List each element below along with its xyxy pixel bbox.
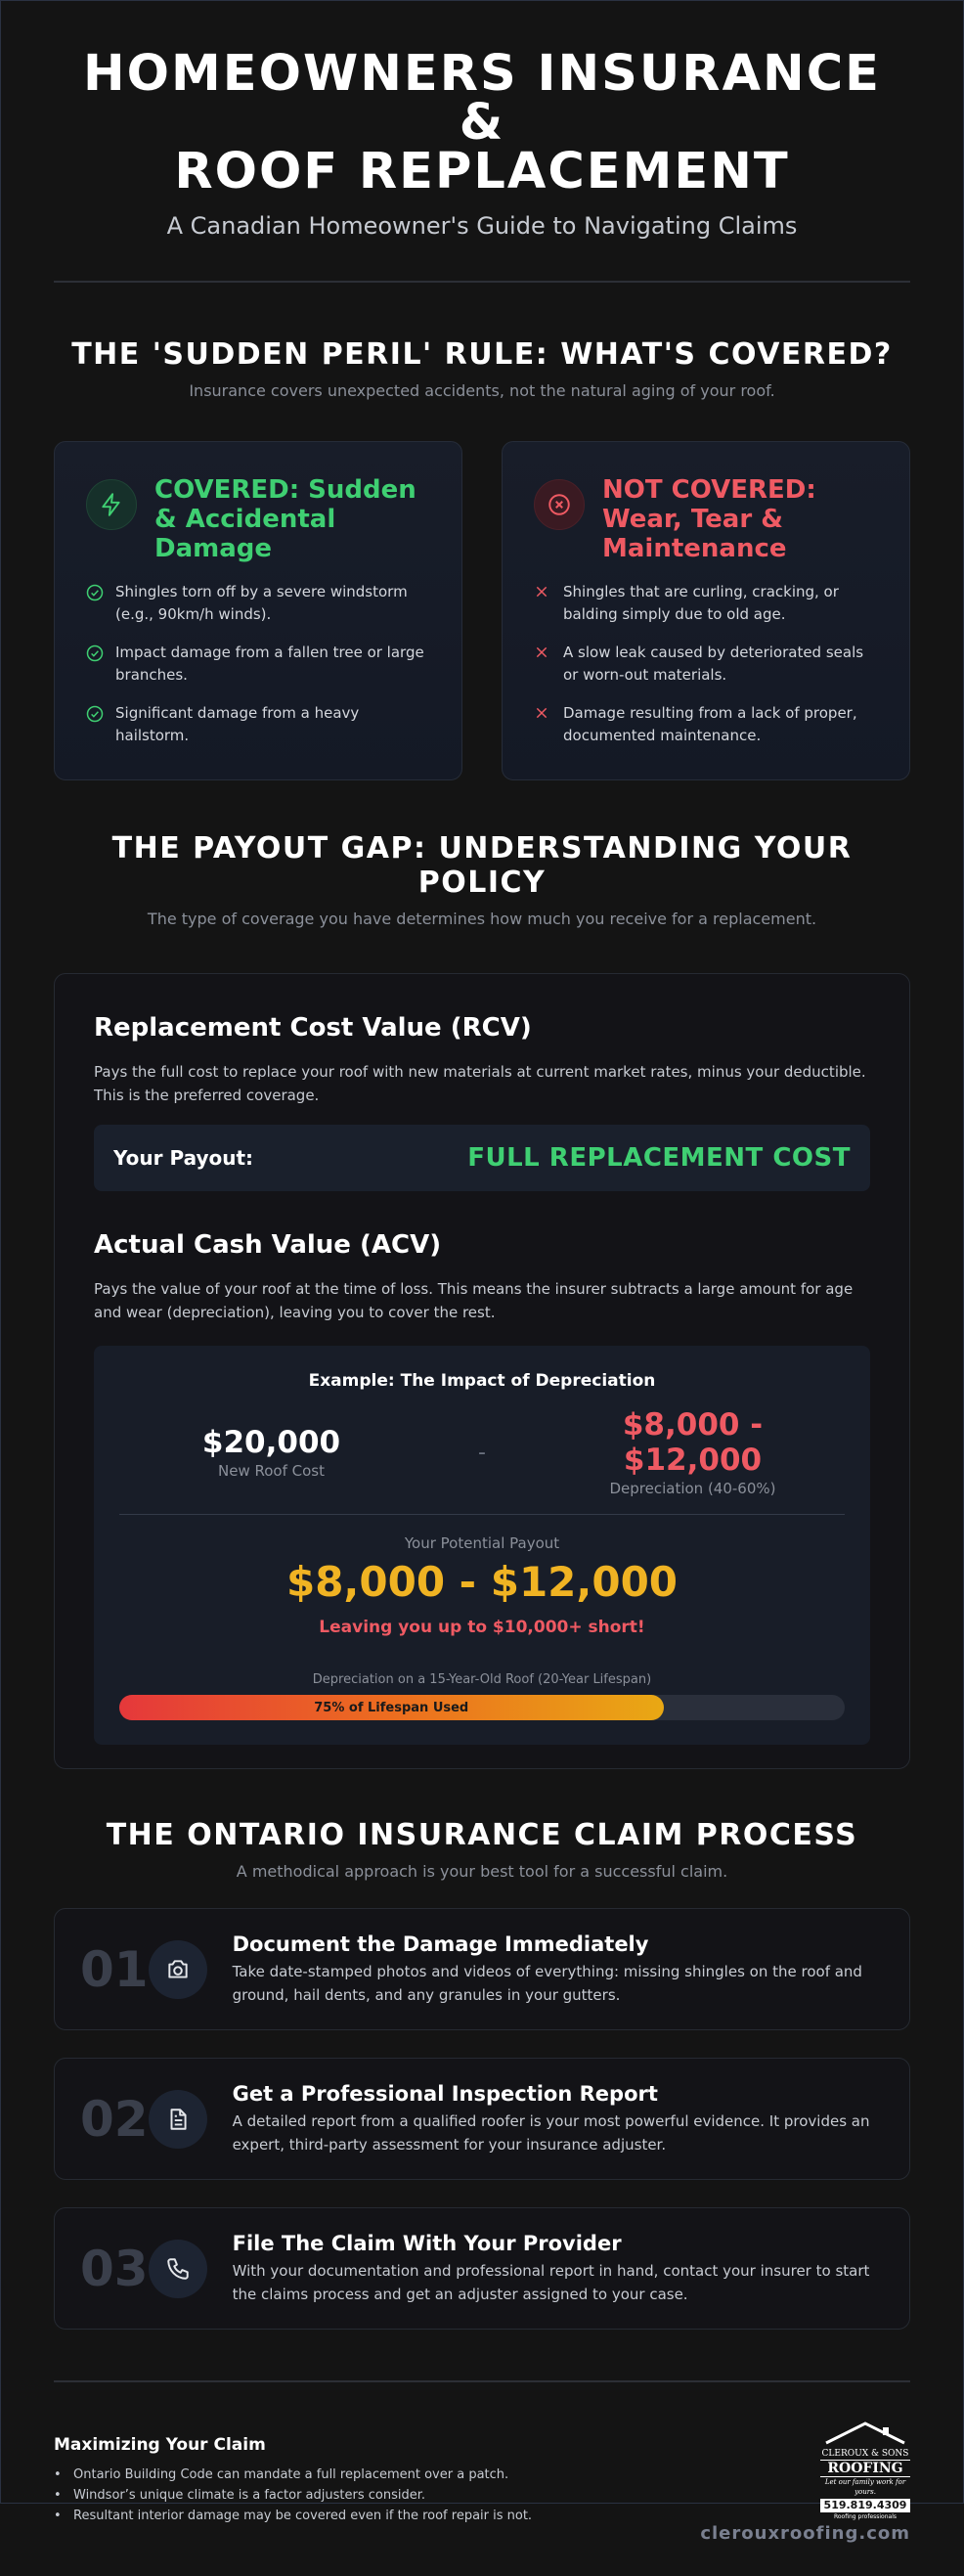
process-steps bbox=[54, 1908, 910, 2330]
check-circle-icon bbox=[86, 584, 104, 626]
process-step-2 bbox=[54, 2058, 910, 2180]
footer bbox=[54, 2380, 910, 2576]
page-title bbox=[54, 45, 910, 200]
list-item bbox=[86, 642, 430, 687]
covered-item-text: Shingles torn off by a severe windstorm (e.g., 90km/h winds). bbox=[115, 583, 408, 623]
payout-section-title: THE PAYOUT GAP: UNDERSTANDING YOUR POLICY bbox=[111, 831, 853, 900]
rcv-heading: Replacement Cost Value (RCV) bbox=[94, 1013, 532, 1043]
process-step-3 bbox=[54, 2207, 910, 2330]
website-link[interactable]: clerouxroofing.com bbox=[700, 2523, 910, 2544]
depreciation-example bbox=[94, 1346, 870, 1745]
footer-list-item: • Ontario Building Code can mandate a full replacement over a patch. bbox=[54, 2465, 910, 2485]
house-roof-icon bbox=[820, 2421, 910, 2445]
acv-heading: Actual Cash Value (ACV) bbox=[94, 1230, 442, 1260]
peril-section-title: THE 'SUDDEN PERIL' RULE: WHAT'S COVERED? bbox=[71, 337, 893, 372]
covered-item-text: Impact damage from a fallen tree or large branches. bbox=[115, 644, 424, 684]
logo-line-1: CLEROUX & SONS bbox=[821, 2449, 909, 2459]
process-section-subtitle: A methodical approach is your best tool for a successful claim. bbox=[236, 1862, 728, 1881]
not-covered-item-text: Shingles that are curling, cracking, or balding simply due to old age. bbox=[563, 583, 839, 623]
covered-card-title: COVERED: Sudden & Accidental Damage bbox=[154, 475, 416, 563]
potential-payout-label: Your Potential Payout bbox=[404, 1534, 560, 1552]
logo-line-2: ROOFING bbox=[820, 2460, 910, 2477]
x-mark-icon bbox=[534, 584, 551, 626]
example-calc-row bbox=[119, 1408, 845, 1496]
x-mark-icon bbox=[534, 644, 551, 687]
not-covered-item-text: A slow leak caused by deteriorated seals or worn-out materials. bbox=[563, 644, 864, 684]
process-section bbox=[54, 1818, 910, 2330]
x-mark-icon bbox=[534, 705, 551, 747]
x-circle-icon bbox=[534, 479, 585, 530]
lifespan-progress-text: 75% of Lifespan Used bbox=[314, 1700, 469, 1715]
list-item bbox=[534, 642, 878, 687]
logo-line-5: Roofing professionals bbox=[833, 2513, 898, 2520]
step-number: 03 bbox=[80, 2240, 149, 2297]
page-subtitle: A Canadian Homeowner's Guide to Navigating Claims bbox=[166, 212, 798, 240]
list-item bbox=[86, 581, 430, 626]
acv-text: Pays the value of your roof at the time of loss. This means the insurer subtracts a large amount for age and wear (depreciation), leaving you to cover the rest. bbox=[94, 1280, 854, 1321]
depreciation-value: $8,000 - $12,000 bbox=[622, 1407, 764, 1478]
payout-card bbox=[54, 973, 910, 1769]
footer-list-item: • Resultant interior damage may be covered even if the roof repair is not. bbox=[54, 2506, 910, 2526]
step-text: Take date-stamped photos and videos of everything: missing shingles on the roof and ground, hail dents, and any granules in your gutters. bbox=[232, 1962, 862, 2004]
potential-payout-value: $8,000 - $12,000 bbox=[285, 1558, 679, 1606]
minus-sign: - bbox=[478, 1440, 486, 1465]
payout-section-subtitle: The type of coverage you have determines how much you receive for a replacement. bbox=[147, 910, 817, 928]
not-covered-item-text: Damage resulting from a lack of proper, documented maintenance. bbox=[563, 704, 857, 744]
peril-section bbox=[54, 337, 910, 780]
footer-heading: Maximizing Your Claim bbox=[54, 2435, 266, 2455]
step-heading: Get a Professional Inspection Report bbox=[232, 2081, 658, 2106]
footer-list bbox=[54, 2465, 910, 2526]
step-number: 01 bbox=[80, 1940, 149, 1998]
step-content bbox=[233, 2232, 884, 2306]
peril-cards bbox=[54, 441, 910, 780]
not-covered-card-header bbox=[534, 475, 878, 563]
rcv-payout-box bbox=[94, 1125, 870, 1191]
lifespan-progress-fill bbox=[119, 1695, 664, 1720]
depreciation-label: Depreciation (40-60%) bbox=[609, 1480, 776, 1497]
phone-icon bbox=[149, 2240, 207, 2298]
depreciation-block bbox=[541, 1407, 845, 1497]
new-cost-value: $20,000 bbox=[201, 1425, 341, 1460]
footer-list-item: • Windsor’s unique climate is a factor adjusters consider. bbox=[54, 2485, 910, 2506]
list-item bbox=[534, 581, 878, 626]
covered-card bbox=[54, 441, 462, 780]
step-heading: File The Claim With Your Provider bbox=[232, 2231, 622, 2255]
camera-icon bbox=[149, 1940, 207, 1999]
lifespan-progress-bar bbox=[119, 1695, 845, 1720]
step-content bbox=[233, 1932, 884, 2007]
logo-tagline: Let our family work for yours. bbox=[824, 2478, 906, 2496]
step-number: 02 bbox=[80, 2090, 149, 2148]
document-icon bbox=[149, 2090, 207, 2149]
list-item bbox=[534, 702, 878, 747]
step-text: With your documentation and professional report in hand, contact your insurer to start the claims process and get an adjuster assigned to your case. bbox=[232, 2261, 870, 2303]
payout-section bbox=[54, 831, 910, 1769]
process-step-1 bbox=[54, 1908, 910, 2030]
not-covered-card-title: NOT COVERED: Wear, Tear & Maintenance bbox=[602, 475, 816, 563]
new-cost-label: New Roof Cost bbox=[218, 1462, 325, 1480]
peril-section-subtitle: Insurance covers unexpected accidents, not the natural aging of your roof. bbox=[189, 381, 775, 400]
logo-phone: 519.819.4309 bbox=[820, 2499, 910, 2512]
check-circle-icon bbox=[86, 644, 104, 687]
step-content bbox=[233, 2082, 884, 2156]
depreciation-bar-label: Depreciation on a 15-Year-Old Roof (20-Year Lifespan) bbox=[312, 1672, 652, 1687]
not-covered-card bbox=[502, 441, 910, 780]
not-covered-list bbox=[534, 581, 878, 747]
company-logo[interactable] bbox=[820, 2421, 910, 2520]
divider bbox=[54, 281, 910, 283]
example-title: Example: The Impact of Depreciation bbox=[308, 1371, 656, 1391]
rcv-payout-value: FULL REPLACEMENT COST bbox=[467, 1143, 851, 1173]
new-cost-block bbox=[119, 1425, 423, 1480]
list-item bbox=[86, 702, 430, 747]
rcv-text: Pays the full cost to replace your roof with new materials at current market rates, minus your deductible. This is the preferred coverage. bbox=[94, 1063, 866, 1104]
covered-card-header bbox=[86, 475, 430, 563]
step-text: A detailed report from a qualified roofer is your most powerful evidence. It provides an expert, third-party assessment for your insurance adjuster. bbox=[232, 2111, 870, 2154]
rcv-payout-label: Your Payout: bbox=[113, 1146, 254, 1170]
process-section-title: THE ONTARIO INSURANCE CLAIM PROCESS bbox=[106, 1818, 858, 1852]
covered-item-text: Significant damage from a heavy hailstorm. bbox=[115, 704, 360, 744]
title-line-2: ROOF REPLACEMENT bbox=[174, 143, 790, 200]
hero-header bbox=[54, 1, 910, 240]
covered-list bbox=[86, 581, 430, 747]
lightning-icon bbox=[86, 479, 137, 530]
title-line-1: HOMEOWNERS INSURANCE & bbox=[82, 45, 881, 152]
example-divider bbox=[119, 1514, 845, 1515]
shortfall-warning: Leaving you up to $10,000+ short! bbox=[319, 1618, 645, 1637]
check-circle-icon bbox=[86, 705, 104, 747]
step-heading: Document the Damage Immediately bbox=[232, 1932, 649, 1956]
